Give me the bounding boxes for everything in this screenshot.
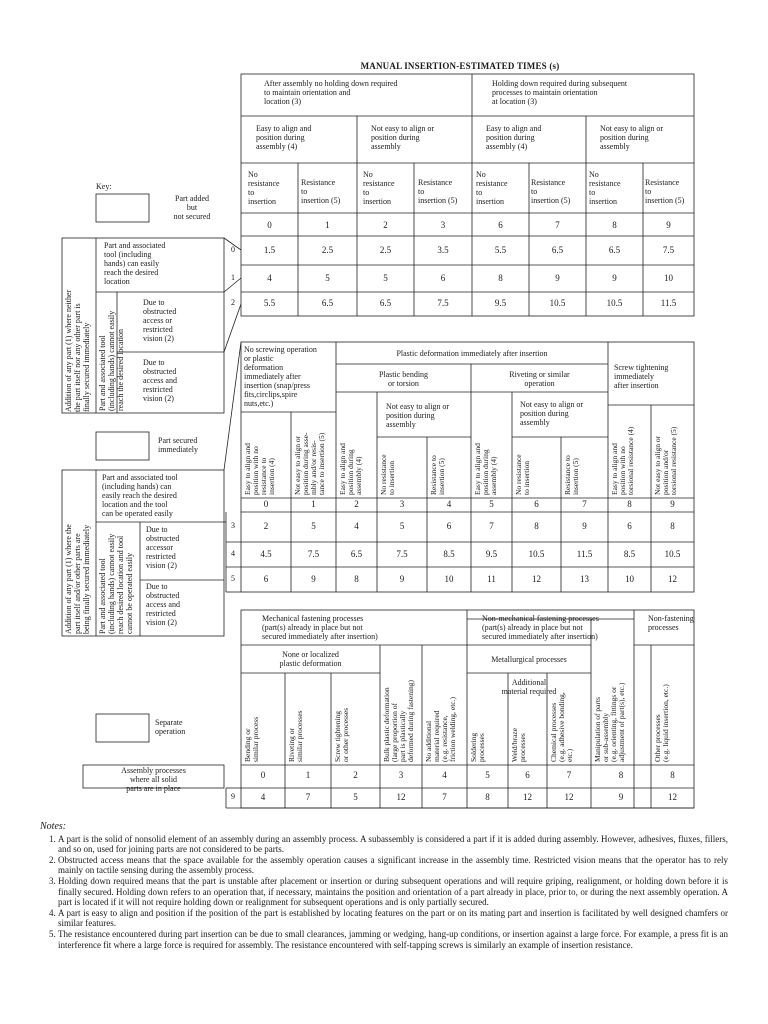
s2-cell: 11 bbox=[487, 573, 496, 584]
s1-sub-2: Easy to align and position during assembly (4) bbox=[486, 124, 542, 151]
notes-heading: Notes: bbox=[40, 821, 67, 832]
s3-cell: 12 bbox=[523, 792, 532, 802]
s3-vertical-header: Manipulation of parts or sub-assembly (e.g. orienting, fittings or adjustment of part(s), etc.) bbox=[593, 682, 626, 762]
s2-cell: 7 bbox=[489, 521, 494, 531]
s1-side-label: Addition of any part (1) where neither the part itself nor any other part is finally secured immediately bbox=[64, 289, 91, 412]
s2-cell: 8 bbox=[534, 521, 539, 531]
s2-cell: 12 bbox=[668, 573, 677, 584]
s3-row-number: 9 bbox=[231, 792, 235, 801]
notes bbox=[40, 822, 728, 950]
s1-cell: 5.5 bbox=[494, 244, 507, 255]
s3-nonmech: Non-mechanical fastening processes (part(s) already in place but not secured immediately after insertion) bbox=[482, 614, 599, 641]
s2-col-number: 9 bbox=[670, 499, 675, 509]
s3-vertical-header: Riveting or similar processes bbox=[287, 710, 304, 762]
s1-group-b: Holding down required during subsequent processes to maintain orientation at location (3) bbox=[492, 79, 628, 106]
s2-col-number: 5 bbox=[489, 499, 494, 509]
s3-mech: Mechanical fastening processes (part(s) already in place but not secured immediately after insertion) bbox=[262, 614, 378, 641]
s3-cell: 7 bbox=[442, 792, 447, 802]
s2-col-number: 7 bbox=[582, 499, 587, 509]
s1-cell: 9 bbox=[612, 272, 617, 283]
s2-cell: 9 bbox=[399, 573, 405, 584]
s1-cell: 9.5 bbox=[494, 298, 507, 308]
s3-vertical-header: Bending or similar process bbox=[243, 716, 260, 762]
s1-col-number: 0 bbox=[267, 220, 272, 230]
s3-vertical-header: Chemical processes (e.g. adhesive bonding, etc.) bbox=[549, 692, 574, 762]
s3-cell: 12 bbox=[396, 792, 406, 802]
s2-vertical-header: Not easy to align or position and/or torsional resistance (5) bbox=[653, 426, 678, 495]
s2-cell: 13 bbox=[580, 573, 589, 584]
s2-cell: 10.5 bbox=[664, 548, 681, 559]
s2-cell: 8.5 bbox=[443, 548, 455, 559]
s1-row1-label: Due to obstructed access or restricted vision (2) bbox=[143, 298, 177, 343]
s1-cell: 6.5 bbox=[379, 298, 392, 308]
s2-col-number: 3 bbox=[399, 499, 405, 509]
s3-cell: 7 bbox=[305, 792, 311, 802]
s1-col-number: 3 bbox=[440, 220, 446, 230]
s3-vertical-header: Soldering processes bbox=[469, 732, 486, 762]
s1-col-number: 1 bbox=[325, 220, 330, 230]
s2-riveting: Riveting or similar operation bbox=[509, 370, 570, 388]
s1-row-number: 2 bbox=[231, 298, 235, 307]
s2-cell: 7.5 bbox=[396, 548, 408, 559]
key-separate: Separate operation bbox=[155, 718, 186, 736]
s1-col-number: 6 bbox=[498, 220, 503, 230]
s1-row0-label: Part and associated tool (including hands) can easily reach the desired location bbox=[104, 241, 166, 286]
s3-col-number: 3 bbox=[398, 770, 404, 780]
s2-vertical-header: Easy to align and position during assembly (4) bbox=[338, 443, 363, 495]
key-solid-parts: Assembly processes where all solid parts are in place bbox=[121, 766, 186, 793]
s1-res-6: No resistance to insertion bbox=[589, 170, 621, 206]
s1-sub-0: Easy to align and position during assembly (4) bbox=[256, 124, 312, 151]
s3-vertical-header: Screw tightening or other processes bbox=[333, 707, 350, 762]
s2-row3-label: Part and associated tool (including hands) can easily reach the desired location and the tool can be operated easily bbox=[102, 473, 178, 518]
s2-vertical-header: Resistance to insertion (5) bbox=[563, 455, 580, 495]
s2-cell: 4.5 bbox=[260, 548, 272, 559]
s3-vertical-header: Weld/braze processes bbox=[510, 728, 527, 762]
s1-cell: 5 bbox=[383, 272, 388, 283]
s3-vertical-header: No additional material required (e.g. resistance, friction welding, etc.) bbox=[424, 697, 457, 762]
s2-cell: 4 bbox=[354, 521, 359, 531]
s3-additional: Additional material required bbox=[501, 678, 557, 696]
key-added-not-secured: Part added but not secured bbox=[173, 194, 211, 221]
s1-cell: 4 bbox=[267, 272, 272, 283]
s2-col-number: 6 bbox=[534, 499, 539, 509]
s2-row-number: 5 bbox=[231, 573, 235, 583]
s1-cell: 8 bbox=[498, 272, 503, 283]
notes-list bbox=[40, 834, 728, 951]
s2-plastic: Plastic deformation immediately after insertion bbox=[396, 349, 548, 358]
s3-col-number: 7 bbox=[566, 770, 572, 780]
s1-col-number: 7 bbox=[555, 220, 560, 230]
s2-vertical-header: Not easy to align or position during asse- mbly and/or resis- tance to insertion (5) bbox=[293, 432, 326, 495]
s3-col-number: 1 bbox=[305, 770, 311, 780]
s1-row-number: 0 bbox=[231, 244, 235, 254]
s1-res-4: No resistance to insertion bbox=[476, 170, 508, 206]
s1-cell: 1.5 bbox=[263, 244, 276, 255]
s2-cell: 6 bbox=[263, 573, 269, 584]
s2-vertical-header: Easy to align and position with no torsional resistance (4) bbox=[610, 426, 635, 495]
key-label: Key: bbox=[96, 182, 112, 191]
s1-sub-1: Not easy to align or position during assembly bbox=[371, 124, 435, 151]
s2-vertical-header: Easy to align and position with no resistance to insertion (4) bbox=[243, 443, 276, 495]
s1-cell: 2.5 bbox=[321, 244, 334, 255]
s2-row4-label: Due to obstructed accessor restricted vision (2) bbox=[146, 525, 180, 570]
s2-side-label: Addition of any part (1) where the part itself and/or other parts are being finally secured immediately bbox=[64, 524, 91, 634]
s2-cell: 6.5 bbox=[350, 548, 363, 559]
note-item: 2. Obstructed access means that the space available for the assembly operation causes a significant increase in the assembly time. Restricted vision means that the operator has to rely mainly on tactile sensing during the assembly process. bbox=[58, 855, 728, 876]
s2-cell: 11.5 bbox=[576, 548, 593, 559]
key-secured: Part secured immediately bbox=[158, 436, 198, 454]
s3-col-number: 2 bbox=[353, 770, 358, 780]
s3-col-number: 8 bbox=[618, 770, 624, 780]
s1-res-3: Resistance to insertion (5) bbox=[418, 178, 458, 205]
s1-cell: 5 bbox=[325, 272, 330, 283]
s2-cell: 6 bbox=[446, 521, 452, 531]
s3-col-number: 5 bbox=[485, 770, 490, 780]
s3-cell: 4 bbox=[260, 792, 266, 802]
s3-col-number: 0 bbox=[260, 770, 266, 780]
s2-cell: 8.5 bbox=[623, 548, 636, 559]
s2-row-number: 3 bbox=[231, 521, 235, 530]
s1-cell: 10.5 bbox=[549, 298, 566, 308]
s1-cell: 5.5 bbox=[263, 298, 276, 308]
s2-col-number: 1 bbox=[311, 499, 316, 509]
s2-cell: 5 bbox=[399, 521, 405, 531]
s2-not-easy-b: Not easy to align or position during assembly bbox=[520, 400, 584, 427]
s2-col-number: 4 bbox=[446, 499, 452, 509]
note-item: 4. A part is easy to align and position if the position of the part is established by locating features on the part or on its mating part and insertion is facilitated by well designed chamfers or similar features. bbox=[58, 908, 728, 929]
s2-cell: 8 bbox=[670, 521, 675, 531]
s3-none-local: None or localized plastic deformation bbox=[279, 650, 342, 668]
s2-vertical-header: No resistance to insertion bbox=[379, 454, 396, 495]
s2-cell: 12 bbox=[532, 573, 541, 584]
s2-col-number: 8 bbox=[627, 499, 632, 509]
note-item: 5. The resistance encountered during part insertion can be due to small clearances, jamming or wedging, hang-up conditions, or insertion against a large force. For example, a press fit is an interference fit where a large force is required for assembly. The resistance encountered with self-tapping screws is similarly an example of insertion resistance. bbox=[58, 929, 728, 950]
s3-col-number: 8 bbox=[670, 770, 675, 780]
s2-cell: 9 bbox=[311, 573, 316, 584]
s2-cell: 7.5 bbox=[307, 548, 320, 559]
s1-cell: 10.5 bbox=[606, 298, 623, 308]
s1-side-sub-label: Part and associated tool (including hands) cannot easily reach the desired location bbox=[98, 310, 125, 411]
note-item: 1. A part is the solid of nonsolid element of an assembly during an assembly process. A subassembly is considered a part if it is added during assembly. However, adhesives, fluxes, fillers, and so on, used for joining parts are not considered to be parts. bbox=[58, 834, 728, 855]
s2-side-sub-label: Part and associated tool (including hands) cannot easily reach desired location and tool cannot be operated easily bbox=[98, 533, 134, 634]
s3-vertical-header: Other processes (e.g. liquid insertion, etc.) bbox=[653, 684, 670, 762]
s3-cell: 12 bbox=[564, 792, 574, 802]
s1-res-0: No resistance to insertion bbox=[248, 170, 280, 206]
s1-res-7: Resistance to insertion (5) bbox=[645, 178, 685, 205]
s2-cell: 6 bbox=[627, 521, 632, 531]
s2-no-screw: No screwing operation or plastic deformation immediately after insertion (snap/press fits,circlips,spire nuts,etc.) bbox=[244, 345, 317, 408]
s1-cell: 9 bbox=[555, 272, 560, 283]
s2-cell: 9.5 bbox=[485, 548, 498, 559]
s2-cell: 10.5 bbox=[528, 548, 545, 559]
s3-cell: 8 bbox=[485, 792, 490, 802]
s1-col-number: 8 bbox=[612, 220, 617, 230]
s2-bending: Plastic bending or torsion bbox=[378, 370, 429, 388]
s1-cell: 7.5 bbox=[662, 244, 675, 255]
s1-cell: 6.5 bbox=[608, 244, 621, 255]
s1-sub-3: Not easy to align or position during assembly bbox=[600, 124, 664, 151]
s1-cell: 7.5 bbox=[437, 298, 449, 308]
s3-cell: 5 bbox=[353, 792, 358, 802]
s3-vertical-header: Bulk plastic deformation (large proportion of part is plastically deformed during fastening) bbox=[382, 679, 415, 762]
s2-cell: 5 bbox=[311, 521, 316, 531]
s1-cell: 11.5 bbox=[660, 298, 677, 308]
s3-cell: 12 bbox=[668, 792, 677, 802]
s1-cell: 2.5 bbox=[379, 244, 392, 255]
s3-nonfast: Non-fastening processes bbox=[648, 614, 694, 632]
s2-col-number: 2 bbox=[354, 499, 359, 509]
s1-cell: 3.5 bbox=[437, 244, 449, 255]
s2-vertical-header: Easy to align and position during assembly (4) bbox=[473, 443, 498, 495]
s1-res-2: No resistance to insertion bbox=[363, 170, 395, 206]
s2-screw: Screw tightening immediately after insertion bbox=[614, 363, 669, 390]
s1-cell: 6 bbox=[440, 272, 446, 283]
s2-vertical-header: Resistance to insertion (5) bbox=[429, 455, 446, 495]
s2-cell: 9 bbox=[582, 521, 587, 531]
note-item: 3. Holding down required means that the part is unstable after placement or insertion or during subsequent operations and will require griping, realignment, or holding down before it is finally secured. Holding down refers to an operation that, if necessary, maintains the position and orientation of a part already in place, prior to, or during the next assembly operation. A part is located if it will not require holding down or realignment for subsequent operations and is only partially secured. bbox=[58, 876, 728, 908]
s2-not-easy-a: Not easy to align or position during assembly bbox=[386, 402, 450, 429]
s1-cell: 10 bbox=[664, 272, 673, 283]
s2-row-number: 4 bbox=[231, 548, 235, 558]
s3-col-number: 6 bbox=[525, 770, 530, 780]
s2-row5-label: Due to obstructed access and restricted vision (2) bbox=[146, 582, 180, 627]
s1-group-a: After assembly no holding down required to maintain orientation and location (3) bbox=[264, 79, 398, 106]
chart-title: MANUAL INSERTION-ESTIMATED TIMES (s) bbox=[360, 61, 560, 71]
s3-cell: 9 bbox=[618, 792, 624, 802]
s2-cell: 10 bbox=[625, 573, 634, 584]
s1-col-number: 2 bbox=[383, 220, 388, 230]
s2-cell: 2 bbox=[263, 521, 269, 531]
s1-row2-label: Due to obstructed access and restricted vision (2) bbox=[143, 358, 177, 403]
s1-cell: 6.5 bbox=[551, 244, 564, 255]
s1-row-number: 1 bbox=[231, 272, 235, 282]
s1-res-5: Resistance to insertion (5) bbox=[531, 178, 571, 205]
s1-col-number: 9 bbox=[666, 220, 671, 230]
s2-col-number: 0 bbox=[263, 499, 269, 509]
s1-cell: 6.5 bbox=[321, 298, 334, 308]
s1-res-1: Resistance to insertion (5) bbox=[301, 178, 341, 205]
s2-cell: 8 bbox=[354, 573, 359, 584]
s3-col-number: 4 bbox=[442, 770, 447, 780]
s2-vertical-header: No resistance to insertion bbox=[514, 454, 531, 495]
s3-metal: Metallurgical processes bbox=[491, 655, 567, 664]
s2-cell: 10 bbox=[444, 573, 454, 584]
